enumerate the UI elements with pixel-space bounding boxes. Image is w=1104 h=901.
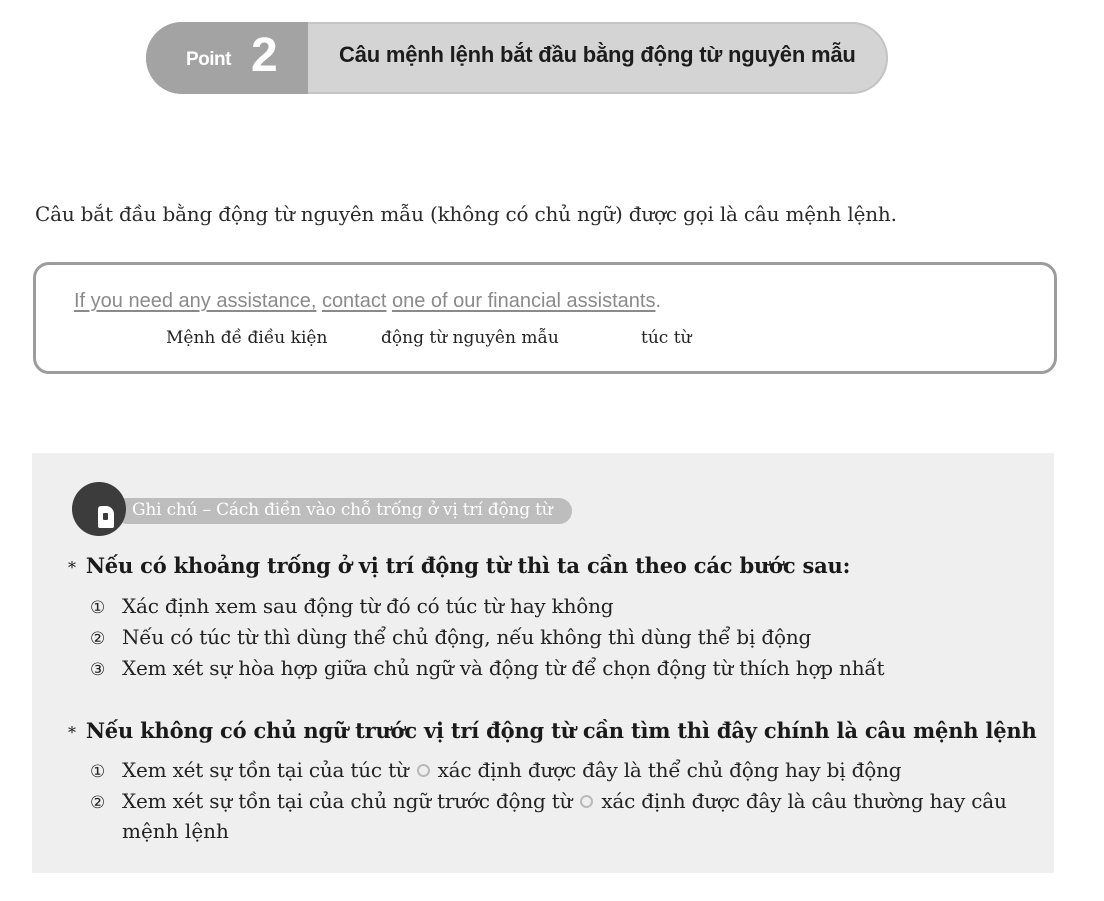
bullet-marker: * bbox=[68, 723, 76, 742]
point-title: Câu mệnh lệnh bắt đầu bằng động từ nguyên mẫu bbox=[339, 42, 856, 67]
annotation-clause: Mệnh đề điều kiện bbox=[166, 328, 328, 348]
arrow-circle-icon bbox=[580, 795, 593, 808]
step-text: Xem xét sự tồn tại của túc từ bbox=[122, 758, 409, 782]
section-2-heading bbox=[68, 718, 1037, 743]
step-text: xác định được đây là câu thường hay câu bbox=[601, 789, 1007, 813]
step-number: ③ bbox=[90, 660, 106, 680]
point-number: 2 bbox=[251, 29, 278, 82]
step-text: Xem xét sự hòa hợp giữa chủ ngữ và động từ để chọn động từ thích hợp nhất bbox=[122, 656, 885, 680]
section-1-heading bbox=[68, 553, 850, 578]
point-label: Point bbox=[186, 49, 231, 70]
section-1-step-2 bbox=[90, 625, 811, 649]
annotation-object: túc từ bbox=[641, 328, 692, 348]
example-end: . bbox=[655, 290, 662, 312]
step-number: ② bbox=[90, 629, 106, 649]
intro-text: Câu bắt đầu bằng động từ nguyên mẫu (không có chủ ngữ) được gọi là câu mệnh lệnh. bbox=[35, 202, 897, 226]
section-heading-text: Nếu không có chủ ngữ trước vị trí động từ cần tìm thì đây chính là câu mệnh lệnh bbox=[85, 718, 1037, 743]
section-heading-text: Nếu có khoảng trống ở vị trí động từ thì ta cần theo các bước sau: bbox=[85, 553, 851, 578]
example-clause: If you need any assistance, bbox=[74, 290, 317, 312]
section-2-step-2-continuation: mệnh lệnh bbox=[122, 819, 229, 843]
step-text: Xác định xem sau động từ đó có túc từ hay không bbox=[122, 594, 614, 618]
step-number: ② bbox=[90, 793, 106, 813]
example-box bbox=[33, 262, 1057, 374]
step-text: Nếu có túc từ thì dùng thể chủ động, nếu không thì dùng thể bị động bbox=[122, 625, 812, 649]
bullet-marker: * bbox=[68, 558, 76, 577]
step-text: xác định được đây là thể chủ động hay bị động bbox=[437, 758, 902, 782]
note-badge bbox=[72, 482, 574, 538]
section-1-step-1 bbox=[90, 594, 613, 618]
note-title: Ghi chú – Cách điền vào chỗ trống ở vị trí động từ bbox=[132, 500, 553, 520]
section-1-step-3 bbox=[90, 656, 884, 680]
arrow-circle-icon bbox=[417, 764, 430, 777]
speech-head-icon bbox=[72, 482, 126, 536]
point-tab bbox=[146, 22, 308, 94]
section-2-step-2 bbox=[90, 789, 1007, 813]
section-2-step-1 bbox=[90, 758, 901, 782]
example-verb: contact bbox=[321, 290, 387, 312]
point-header bbox=[146, 22, 888, 94]
example-sentence bbox=[74, 290, 661, 313]
annotation-verb: động từ nguyên mẫu bbox=[381, 328, 559, 348]
step-text: Xem xét sự tồn tại của chủ ngữ trước động từ bbox=[122, 789, 573, 813]
step-number: ① bbox=[90, 598, 106, 618]
step-number: ① bbox=[90, 762, 106, 782]
example-object: one of our financial assistants bbox=[391, 290, 656, 312]
